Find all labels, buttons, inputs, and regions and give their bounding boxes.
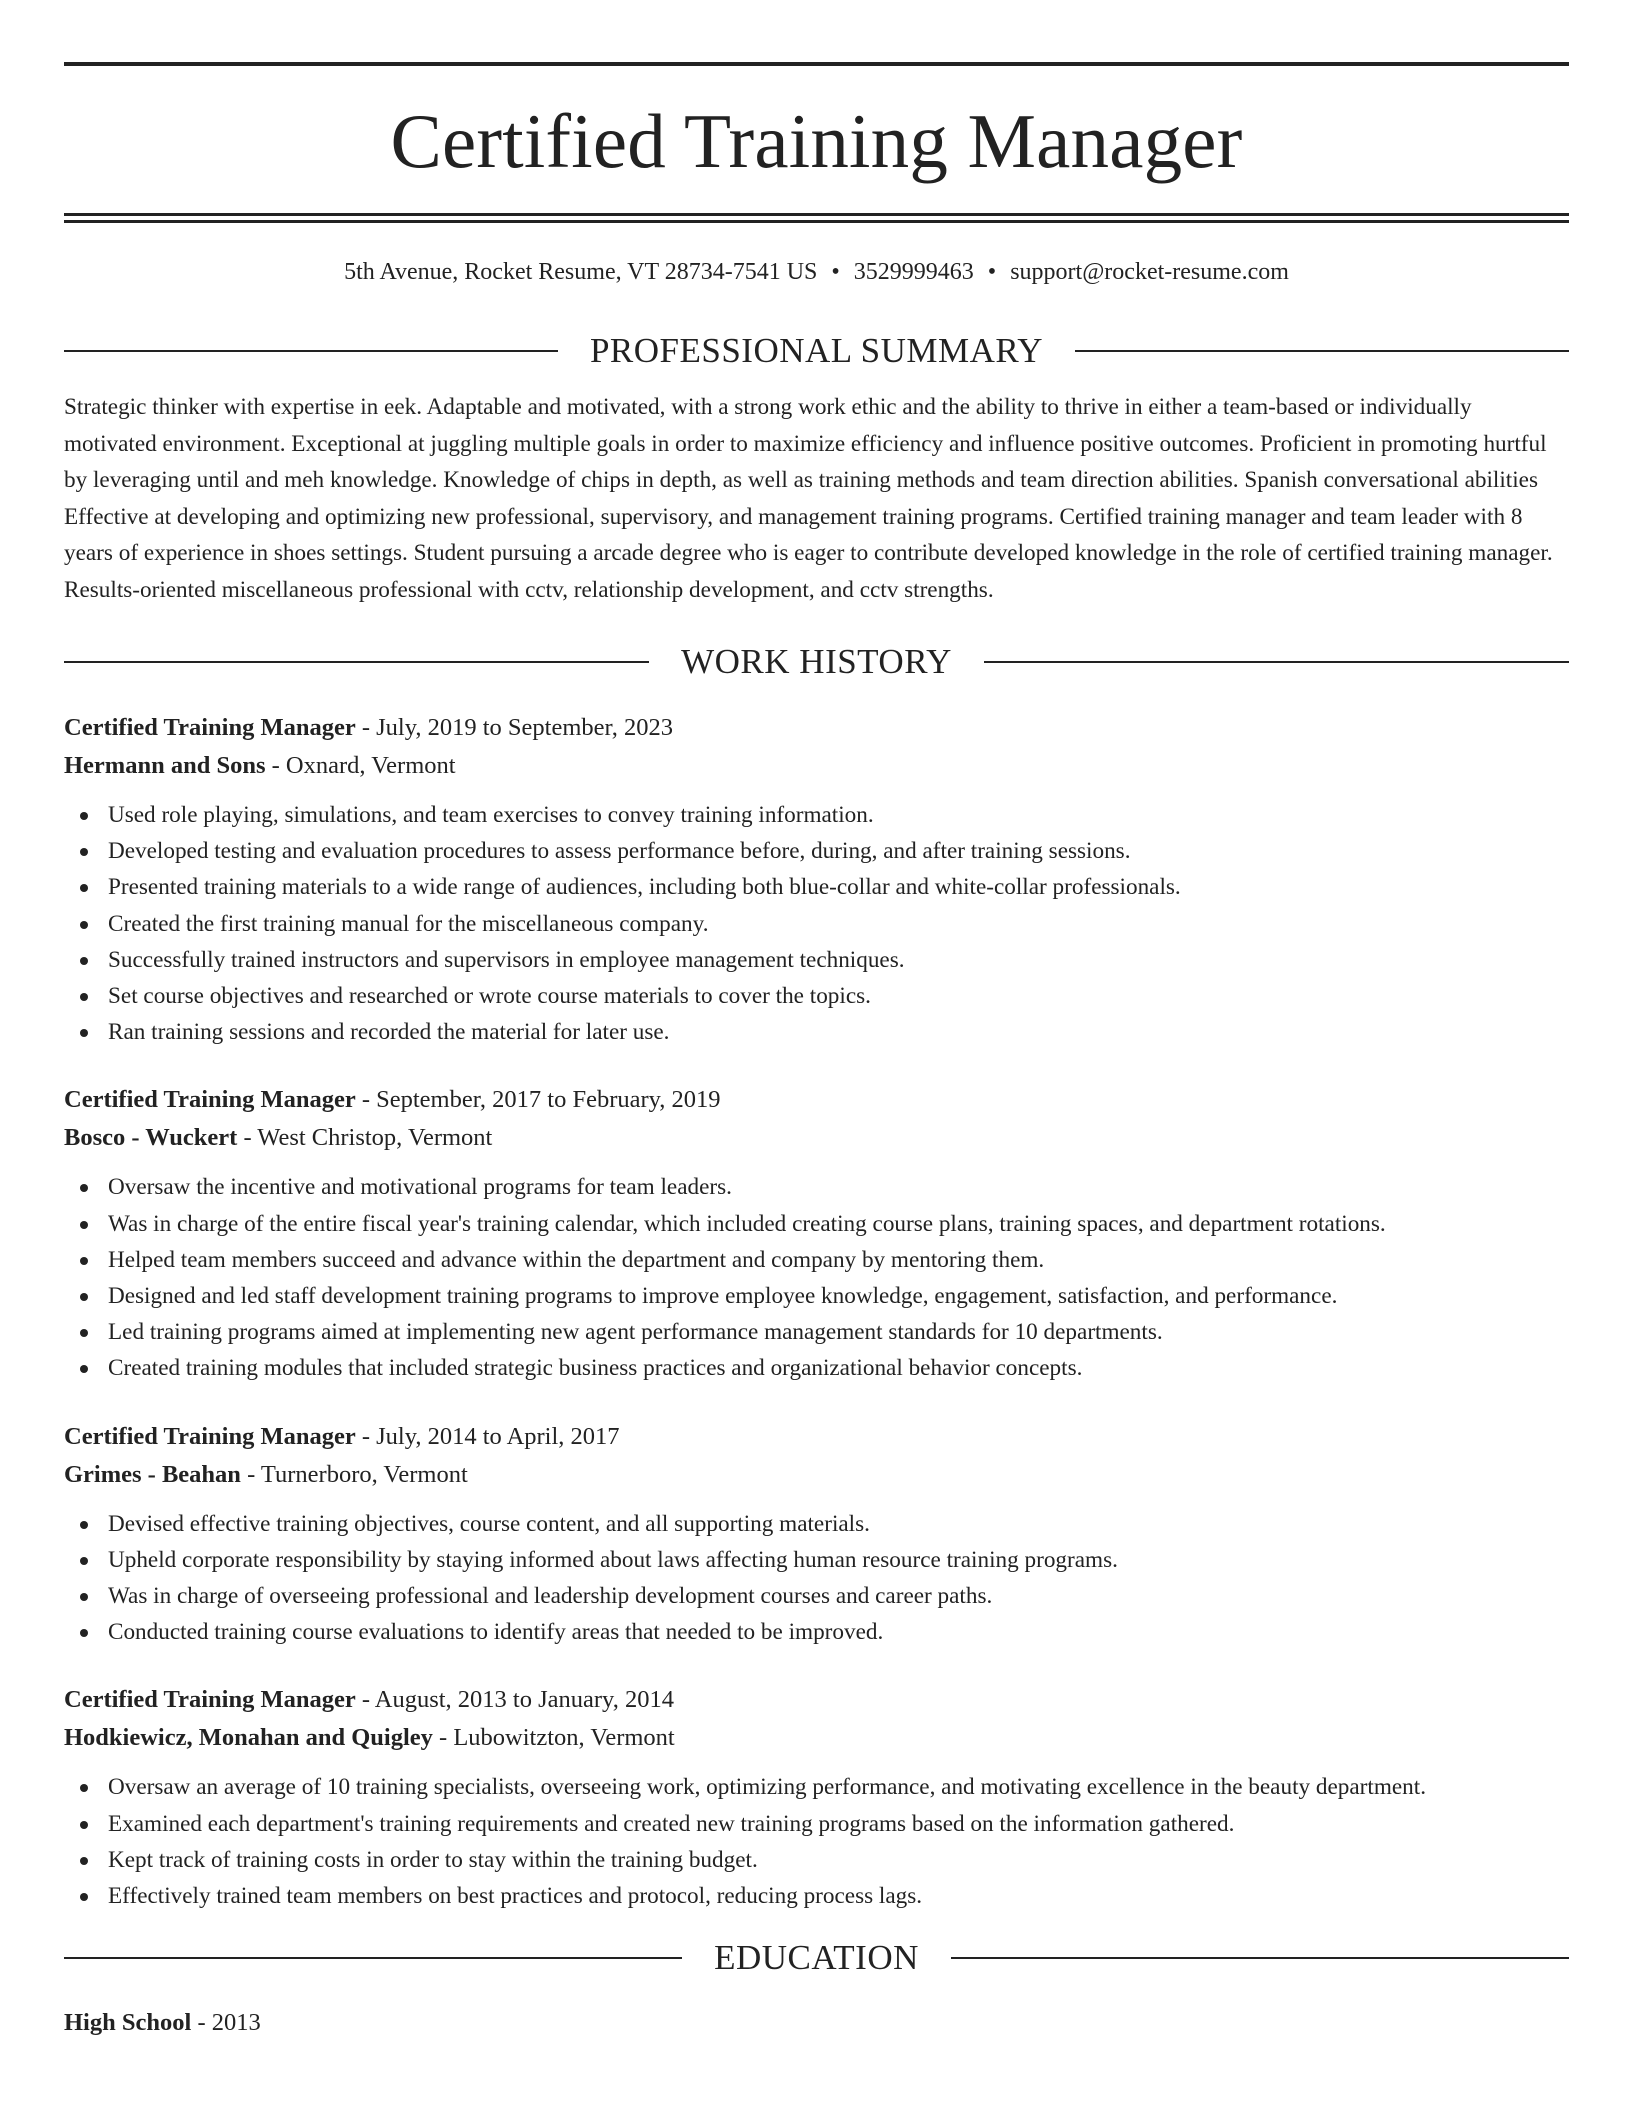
summary-text: Strategic thinker with expertise in eek. Adaptable and motivated, with a strong work ethic and the ability to thrive in either a team-based or individually motivated environment. Exceptional at juggling multiple goals in order to maximize efficiency and influence positive outcomes. Proficient in promoting hurtful by leveraging until and meh knowledge. Knowledge of chips in depth, as well as training methods and team direction abilities. Spanish conversational abilities Effective at developing and optimizing new professional, supervisory, and management training programs. Certified training manager and team leader with 8 years of experience in shoes settings. Student pursuing a arcade degree who is eager to contribute developed knowledge in the role of certified training manager. Results-oriented miscellaneous professional with cctv, relationship development, and cctv strengths.: [64, 394, 1553, 603]
job-company: Hodkiewicz, Monahan and Quigley: [64, 1724, 433, 1752]
job-bullet: Was in charge of overseeing professional and leadership development courses and career paths.: [108, 1578, 1569, 1614]
job-title: Certified Training Manager: [64, 1086, 356, 1114]
heading-rule-left: [64, 1957, 682, 1959]
job-bullet: Led training programs aimed at implementing new agent performance management standards for 10 departments.: [108, 1314, 1569, 1350]
job-title-line: [64, 1081, 1569, 1119]
job-bullet: Successfully trained instructors and supervisors in employee management techniques.: [108, 942, 1569, 978]
contact-line: [64, 260, 1569, 284]
double-rule: [64, 213, 1569, 223]
job-dates: - July, 2014 to April, 2017: [355, 1422, 620, 1450]
job-bullet: Ran training sessions and recorded the material for later use.: [108, 1014, 1569, 1050]
job-company-line: [64, 1719, 1569, 1757]
contact-separator: •: [831, 259, 840, 285]
job-bullet: Designed and led staff development training programs to improve employee knowledge, engagement, satisfaction, and performance.: [108, 1278, 1569, 1314]
job-title: Certified Training Manager: [64, 1686, 356, 1714]
job-company: Bosco - Wuckert: [64, 1124, 238, 1152]
contact-address: 5th Avenue, Rocket Resume, VT 28734-7541 US: [344, 259, 818, 285]
contact-phone: 3529999463: [853, 259, 974, 285]
education-entry: [64, 2004, 1569, 2042]
job-dates: - July, 2019 to September, 2023: [355, 714, 673, 741]
job-title-line: [64, 1418, 1569, 1456]
job-bullets: [64, 1169, 1569, 1386]
job-bullet: Helped team members succeed and advance within the department and company by mentoring them.: [108, 1242, 1569, 1278]
education-year: - 2013: [191, 2009, 261, 2037]
job-bullet: Was in charge of the entire fiscal year's training calendar, which included creating course plans, training spaces, and department rotations.: [108, 1206, 1569, 1242]
heading-rule-right: [951, 1957, 1569, 1959]
job-bullet: Created training modules that included strategic business practices and organizational behavior concepts.: [108, 1350, 1569, 1386]
education-heading-row: [64, 1938, 1569, 1978]
job-bullets: [64, 1506, 1569, 1651]
heading-rule-right: [984, 661, 1569, 663]
resume-name: Certified Training Manager: [390, 98, 1243, 184]
job-company: Hermann and Sons: [64, 752, 266, 779]
job-bullets: [64, 797, 1569, 1050]
job-dates: - September, 2017 to February, 2019: [355, 1086, 721, 1114]
job-location: - West Christop, Vermont: [237, 1124, 493, 1152]
job-bullet: Oversaw an average of 10 training specialists, overseeing work, optimizing performance, and motivating excellence in the beauty department.: [108, 1769, 1569, 1805]
education-heading: EDUCATION: [714, 1938, 919, 1978]
job-dates: - August, 2013 to January, 2014: [355, 1686, 674, 1714]
job-company-line: [64, 1119, 1569, 1157]
heading-rule-right: [1075, 350, 1569, 352]
work-heading: WORK HISTORY: [681, 642, 952, 681]
job-title: Certified Training Manager: [64, 714, 356, 741]
job-bullet: Upheld corporate responsibility by staying informed about laws affecting human resource training programs.: [108, 1542, 1569, 1578]
job-entry: [64, 709, 1569, 1050]
contact-separator: •: [987, 259, 997, 285]
contact-email: support@rocket-resume.com: [1010, 259, 1289, 285]
job-bullet: Created the first training manual for the miscellaneous company.: [108, 906, 1569, 942]
job-company: Grimes - Beahan: [64, 1460, 241, 1488]
job-bullet: Devised effective training objectives, course content, and all supporting materials.: [108, 1506, 1569, 1542]
job-entry: [64, 1081, 1569, 1386]
job-company-line: [64, 747, 1569, 785]
job-title: Certified Training Manager: [64, 1422, 356, 1450]
top-rule: [64, 62, 1569, 66]
job-bullet: Presented training materials to a wide range of audiences, including both blue-collar and white-collar professionals.: [108, 869, 1569, 905]
job-bullet: Kept track of training costs in order to stay within the training budget.: [108, 1842, 1569, 1878]
summary-heading-row: [64, 333, 1569, 368]
job-bullet: Conducted training course evaluations to identify areas that needed to be improved.: [108, 1614, 1569, 1650]
job-bullet: Used role playing, simulations, and team exercises to convey training information.: [108, 797, 1569, 833]
job-bullet: Set course objectives and researched or wrote course materials to cover the topics.: [108, 978, 1569, 1014]
job-title-line: [64, 1681, 1569, 1719]
job-company-line: [64, 1456, 1569, 1494]
job-bullet: Effectively trained team members on best practices and protocol, reducing process lags.: [108, 1878, 1569, 1914]
heading-rule-left: [64, 350, 558, 352]
job-location: - Lubowitzton, Vermont: [432, 1724, 675, 1752]
education-degree: High School: [64, 2009, 192, 2037]
job-entry: [64, 1681, 1569, 1914]
job-location: - Turnerboro, Vermont: [240, 1460, 468, 1488]
heading-rule-left: [64, 661, 649, 663]
job-title-line: [64, 709, 1569, 747]
work-heading-row: [64, 644, 1569, 679]
job-location: - Oxnard, Vermont: [265, 752, 456, 779]
job-bullets: [64, 1769, 1569, 1914]
resume-page: [64, 62, 1569, 2042]
job-bullet: Examined each department's training requirements and created new training programs based on the information gathered.: [108, 1806, 1569, 1842]
summary-heading: PROFESSIONAL SUMMARY: [589, 331, 1044, 370]
job-bullet: Developed testing and evaluation procedures to assess performance before, during, and after training sessions.: [108, 833, 1569, 869]
job-entry: [64, 1418, 1569, 1651]
job-bullet: Oversaw the incentive and motivational programs for team leaders.: [108, 1169, 1569, 1205]
